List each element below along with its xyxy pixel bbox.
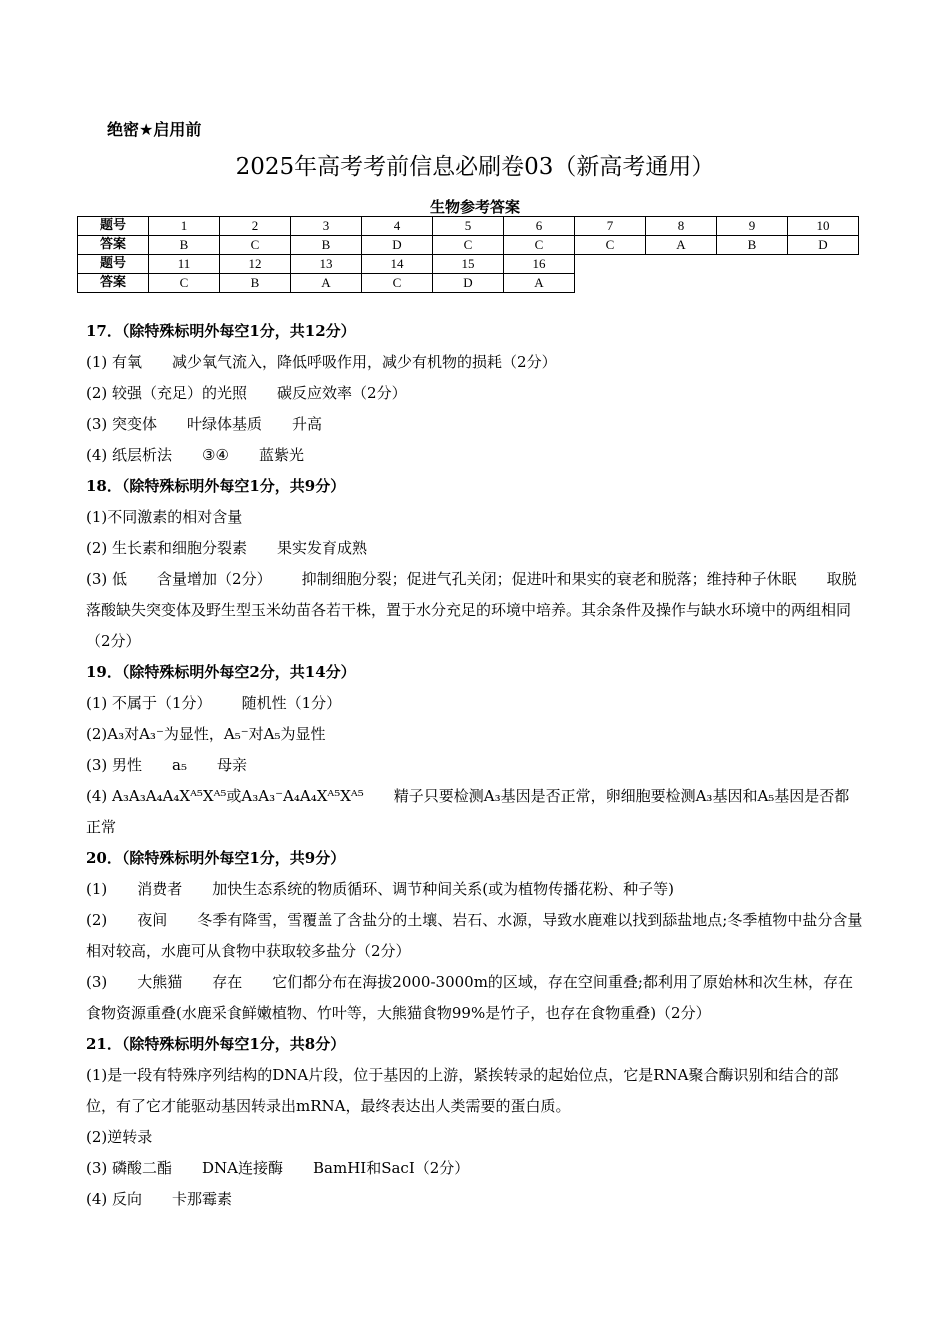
answer-cell: B <box>717 236 788 255</box>
question-number: 3 <box>291 217 362 236</box>
answer-line: (1) 不属于（1分） 随机性（1分） <box>86 694 342 712</box>
question-number: 5 <box>433 217 504 236</box>
question-number: 7 <box>575 217 646 236</box>
answer-cell: C <box>504 236 575 255</box>
answer-line: (4) A₃A₃A₄A₄Xᴬ⁵Xᴬ⁵或A₃A₃⁻A₄A₄Xᴬ⁵Xᴬ⁵ 精子只要检测A₃基因是否正常，卵细胞要检测A₃基因和A₅基因是否都正常 <box>86 787 850 836</box>
answer-line: (2)逆转录 <box>86 1128 153 1146</box>
question-number: 10 <box>788 217 859 236</box>
question-number: 6 <box>504 217 575 236</box>
answer-line: (1)不同激素的相对含量 <box>86 508 243 526</box>
answer-cell: D <box>433 274 504 293</box>
question-number: 9 <box>717 217 788 236</box>
answer-cell: C <box>433 236 504 255</box>
question-number: 16 <box>504 255 575 274</box>
answer-cell: C <box>575 236 646 255</box>
answer-line: (2) 较强（充足）的光照 碳反应效率（2分） <box>86 384 407 402</box>
question-heading: 18．（除特殊标明外每空1分，共9分） <box>86 477 346 495</box>
answer-line: (4) 纸层析法 ③④ 蓝紫光 <box>86 446 304 464</box>
answer-cell: C <box>149 274 220 293</box>
question-number: 4 <box>362 217 433 236</box>
page-subtitle: 生物参考答案 <box>429 198 520 216</box>
question-number: 12 <box>220 255 291 274</box>
table-row <box>78 217 859 236</box>
answers-content <box>86 316 864 1215</box>
table-row <box>78 236 859 255</box>
answer-cell: B <box>220 274 291 293</box>
page-title: 2025年高考考前信息必刷卷03（新高考通用） <box>235 154 715 180</box>
answer-cell: B <box>149 236 220 255</box>
answer-line: (1) 有氧 减少氧气流入，降低呼吸作用，减少有机物的损耗（2分） <box>86 353 557 371</box>
answer-line: (1)是一段有特殊序列结构的DNA片段，位于基因的上游，紧挨转录的起始位点，它是RNA聚合酶识别和结合的部位，有了它才能驱动基因转录出mRNA，最终表达出人类需要的蛋白质。 <box>86 1066 839 1115</box>
header-label: 题号 <box>78 255 149 274</box>
answer-line: (2) 生长素和细胞分裂素 果实发育成熟 <box>86 539 368 557</box>
answer-cell: C <box>362 274 433 293</box>
answer-label: 答案 <box>78 274 149 293</box>
question-number: 11 <box>149 255 220 274</box>
answer-cell: D <box>788 236 859 255</box>
secret-label: 绝密★启用前 <box>107 120 202 139</box>
answer-line: (3) 低 含量增加（2分） 抑制细胞分裂；促进气孔关闭；促进叶和果实的衰老和脱落；维持种子休眠 取脱落酸缺失突变体及野生型玉米幼苗各若干株，置于水分充足的环境中培养。其余条件及操作与缺水环境中的两组相同（2分） <box>86 570 857 650</box>
table-row <box>78 255 859 274</box>
answer-cell: A <box>291 274 362 293</box>
answer-line: (3) 大熊猫 存在 它们都分布在海拔2000-3000m的区域，存在空间重叠;都利用了原始林和次生林，存在食物资源重叠(水鹿采食鲜嫩植物、竹叶等，大熊猫食物99%是竹子，也存在食物重叠)（2分） <box>86 973 853 1022</box>
table-row <box>78 274 859 293</box>
question-number: 13 <box>291 255 362 274</box>
answer-cell: A <box>646 236 717 255</box>
answer-line: (3) 男性 a₅ 母亲 <box>86 756 248 774</box>
answer-cell: C <box>220 236 291 255</box>
answer-line: (3) 突变体 叶绿体基质 升高 <box>86 415 323 433</box>
answer-line: (2)A₃对A₃⁻为显性，A₅⁻对A₅为显性 <box>86 725 326 743</box>
question-number: 2 <box>220 217 291 236</box>
question-number: 15 <box>433 255 504 274</box>
question-heading: 17．（除特殊标明外每空1分，共12分） <box>86 322 356 340</box>
answer-label: 答案 <box>78 236 149 255</box>
answer-line: (3) 磷酸二酯 DNA连接酶 BamHI和SacI（2分） <box>86 1159 470 1177</box>
answer-cell: A <box>504 274 575 293</box>
answer-line: (1) 消费者 加快生态系统的物质循环、调节种间关系(或为植物传播花粉、种子等) <box>86 880 674 898</box>
question-heading: 20．（除特殊标明外每空1分，共9分） <box>86 849 346 867</box>
header-label: 题号 <box>78 217 149 236</box>
answer-line: (4) 反向 卡那霉素 <box>86 1190 233 1208</box>
answer-table <box>77 216 859 293</box>
question-number: 14 <box>362 255 433 274</box>
question-number: 1 <box>149 217 220 236</box>
answer-cell: D <box>362 236 433 255</box>
answer-cell: B <box>291 236 362 255</box>
question-number: 8 <box>646 217 717 236</box>
question-heading: 19．（除特殊标明外每空2分，共14分） <box>86 663 356 681</box>
question-heading: 21．（除特殊标明外每空1分，共8分） <box>86 1035 346 1053</box>
answer-line: (2) 夜间 冬季有降雪，雪覆盖了含盐分的土壤、岩石、水源，导致水鹿难以找到舔盐地点;冬季植物中盐分含量相对较高，水鹿可从食物中获取较多盐分（2分） <box>86 911 863 960</box>
